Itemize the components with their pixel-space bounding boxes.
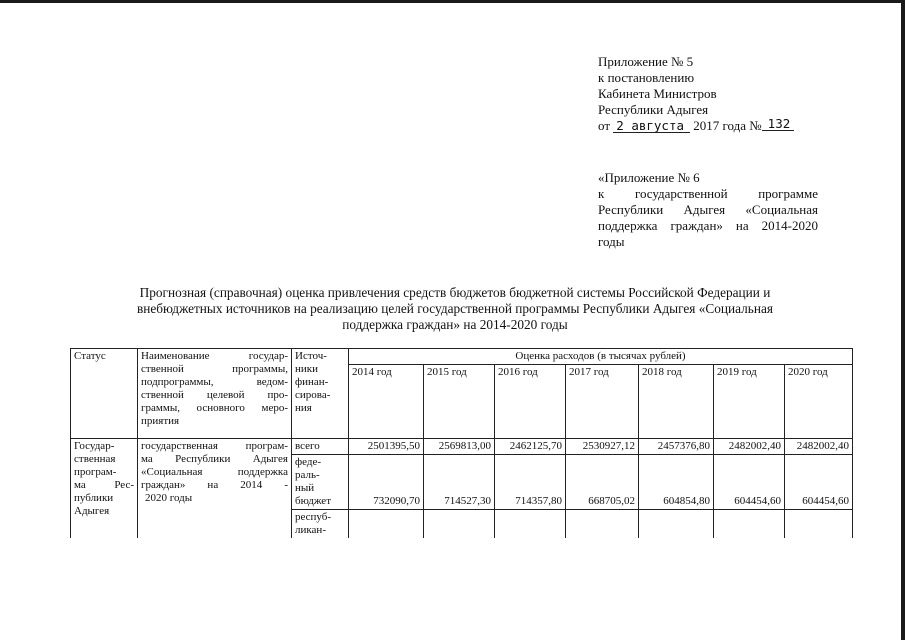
source-federal-line: бюджет [295, 495, 331, 507]
source-federal-line: ный [295, 482, 315, 494]
federal-value: 668705,02 [566, 455, 639, 510]
funding-table [70, 348, 853, 538]
header-year: 2020 год [785, 365, 853, 439]
header-source-line: сирова- [295, 389, 331, 401]
appendix-date-line [598, 118, 828, 134]
republic-value [424, 510, 495, 539]
federal-value: 714357,80 [495, 455, 566, 510]
row-status-line: Адыгея [74, 505, 110, 517]
republic-value [714, 510, 785, 539]
row-name-line: граждан» на 2014 - [141, 479, 288, 491]
source-federal [292, 455, 349, 510]
handwritten-date: 2 августа [613, 119, 690, 133]
row-status-line: ма Рес- [74, 479, 134, 491]
header-name [138, 349, 292, 439]
row-status [71, 439, 138, 539]
source-federal-line: раль- [295, 469, 320, 481]
appendix-reference [598, 170, 818, 250]
header-name-line: Наименование государ- [141, 350, 288, 362]
federal-value: 604454,60 [714, 455, 785, 510]
header-source [292, 349, 349, 439]
source-republic-line: респуб- [295, 511, 332, 523]
appendix-line: к постановлению [598, 70, 695, 85]
total-value: 2501395,50 [349, 439, 424, 455]
federal-value: 604854,80 [639, 455, 714, 510]
row-name-line: 2020 годы [145, 492, 193, 504]
date-prefix: от [598, 118, 611, 133]
total-value: 2482002,40 [714, 439, 785, 455]
header-year: 2019 год [714, 365, 785, 439]
date-year: 2017 года № [693, 118, 762, 133]
republic-value [566, 510, 639, 539]
scan-edge-top [0, 0, 905, 3]
header-source-line: ники [295, 363, 319, 375]
total-value: 2457376,80 [639, 439, 714, 455]
header-year: 2015 год [424, 365, 495, 439]
table-row-total [71, 439, 853, 455]
table-header-row [71, 349, 853, 365]
appendix-ref-line: к государственной программе [598, 186, 818, 201]
republic-value [349, 510, 424, 539]
source-republic-line: ликан- [295, 524, 326, 536]
total-value: 2569813,00 [424, 439, 495, 455]
republic-value [639, 510, 714, 539]
header-year: 2017 год [566, 365, 639, 439]
row-name [138, 439, 292, 539]
header-estimate: Оценка расходов (в тысячах рублей) [349, 349, 853, 365]
appendix-ref-line: поддержка граждан» на 2014-2020 [598, 218, 818, 233]
row-status-line: публики [74, 492, 114, 504]
title-line: Прогнозная (справочная) оценка привлечения средств бюджетов бюджетной системы Российской Федерации и [139, 285, 771, 300]
handwritten-number: 132 [762, 117, 795, 131]
appendix-line: Кабинета Министров [598, 86, 717, 101]
header-year: 2018 год [639, 365, 714, 439]
republic-value [495, 510, 566, 539]
appendix-line: Приложение № 5 [598, 54, 694, 69]
header-source-line: Источ- [295, 350, 327, 362]
header-source-line: ния [295, 402, 312, 414]
federal-value: 714527,30 [424, 455, 495, 510]
source-republic [292, 510, 349, 539]
document-title [90, 285, 820, 333]
row-status-line: програм- [74, 466, 117, 478]
header-name-line: приятия [141, 415, 180, 427]
source-total: всего [292, 439, 349, 455]
federal-value: 732090,70 [349, 455, 424, 510]
row-status-line: ственная [74, 453, 116, 465]
total-value: 2462125,70 [495, 439, 566, 455]
header-year: 2014 год [349, 365, 424, 439]
federal-value: 604454,60 [785, 455, 853, 510]
header-name-line: подпрограммы, ведом- [141, 376, 288, 388]
row-name-line: государственная програм- [141, 440, 288, 452]
total-value: 2530927,12 [566, 439, 639, 455]
republic-value [785, 510, 853, 539]
appendix-ref-line: годы [598, 234, 625, 249]
header-year: 2016 год [495, 365, 566, 439]
header-name-line: ственной программы, [141, 363, 288, 375]
source-federal-line: феде- [295, 456, 322, 468]
row-status-line: Государ- [74, 440, 115, 452]
row-name-line: ма Республики Адыгея [141, 453, 288, 465]
appendix-ref-line: Республики Адыгея «Социальная [598, 202, 818, 217]
total-value: 2482002,40 [785, 439, 853, 455]
appendix-line: Республики Адыгея [598, 102, 709, 117]
title-line: внебюджетных источников на реализацию целей государственной программы Республики Адыгея «Социальная [136, 301, 773, 316]
appendix-header [598, 54, 828, 134]
header-source-line: финан- [295, 376, 329, 388]
appendix-ref-line: «Приложение № 6 [598, 170, 700, 185]
title-line: поддержка граждан» на 2014-2020 годы [342, 317, 568, 332]
header-name-line: граммы, основного меро- [141, 402, 288, 414]
header-name-line: ственной целевой про- [141, 389, 288, 401]
row-name-line: «Социальная поддержка [141, 466, 288, 478]
scan-edge-right [901, 0, 905, 640]
header-status: Статус [71, 349, 138, 439]
